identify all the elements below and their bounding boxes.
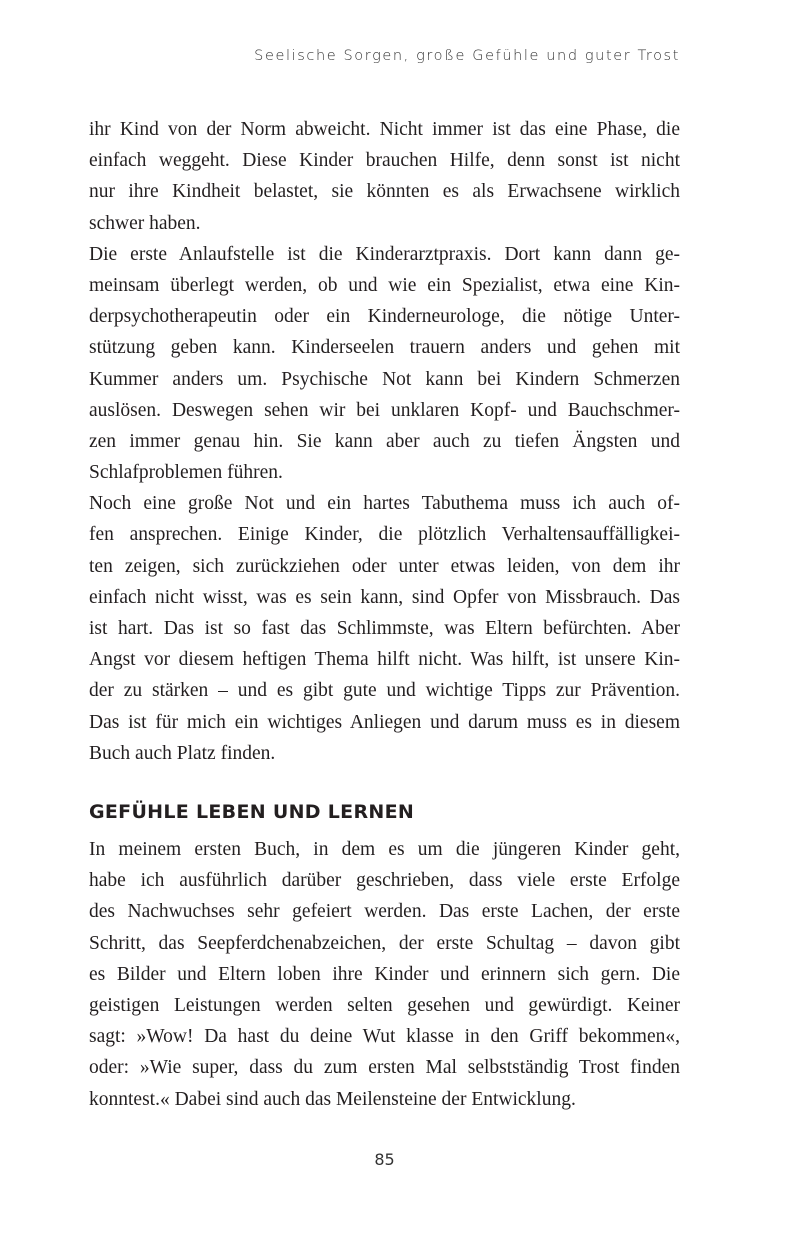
text-line: Noch eine große Not und ein hartes Tabuthema muss ich auch of-: [89, 493, 680, 515]
text-line: schwer haben.: [89, 212, 201, 234]
text-line: es Bilder und Eltern loben ihre Kinder und erinnern sich gern. Die: [89, 963, 680, 985]
text-line: ten zeigen, sich zurückziehen oder unter etwas leiden, von dem ihr: [89, 555, 680, 577]
text-line: ist hart. Das ist so fast das Schlimmste, was Eltern befürchten. Aber: [89, 618, 680, 639]
text-line: des Nachwuchses sehr gefeiert werden. Das erste Lachen, der erste: [89, 901, 680, 923]
paragraph: [89, 114, 680, 239]
text-line: meinsam überlegt werden, ob und wie ein Spezialist, etwa eine Kin-: [89, 274, 680, 296]
text-line: sagt: »Wow! Da hast du deine Wut klasse in den Griff bekommen«,: [89, 1026, 680, 1048]
paragraph: [89, 239, 680, 489]
body-text-section-1: [89, 114, 680, 769]
text-line: konntest.« Dabei sind auch das Meilensteine der Entwicklung.: [89, 1088, 576, 1110]
text-line: der zu stärken – und es gibt gute und wichtige Tipps zur Prävention.: [89, 680, 680, 702]
text-line: habe ich ausführlich darüber geschrieben, dass viele erste Erfolge: [89, 870, 680, 892]
section-heading: GEFÜHLE LEBEN UND LERNEN: [89, 801, 415, 823]
paragraph: [89, 834, 680, 1115]
text-line: ihr Kind von der Norm abweicht. Nicht immer ist das eine Phase, die: [89, 119, 680, 140]
text-line: geistigen Leistungen werden selten gesehen und gewürdigt. Keiner: [89, 994, 680, 1016]
page-number: 85: [374, 1150, 395, 1169]
text-line: Das ist für mich ein wichtiges Anliegen und darum muss es in diesem: [89, 711, 680, 733]
text-line: auslösen. Deswegen sehen wir bei unklaren Kopf- und Bauchschmer-: [89, 399, 680, 421]
text-line: oder: »Wie super, dass du zum ersten Mal selbstständig Trost finden: [89, 1057, 680, 1079]
text-line: Die erste Anlaufstelle ist die Kinderarztpraxis. Dort kann dann ge-: [89, 243, 680, 265]
text-line: zen immer genau hin. Sie kann aber auch zu tiefen Ängsten und: [89, 430, 680, 452]
text-line: Schlafproblemen führen.: [89, 462, 283, 484]
text-line: derpsychotherapeutin oder ein Kinderneurologe, die nötige Unter-: [89, 306, 680, 328]
text-line: Buch auch Platz finden.: [89, 742, 276, 764]
running-head: Seelische Sorgen, große Gefühle und guter Trost: [254, 48, 680, 64]
text-line: einfach nicht wisst, was es sein kann, sind Opfer von Missbrauch. Das: [89, 586, 680, 608]
text-line: In meinem ersten Buch, in dem es um die jüngeren Kinder geht,: [89, 839, 680, 860]
paragraph: [89, 488, 680, 769]
text-line: stützung geben kann. Kinderseelen trauern anders und gehen mit: [89, 337, 680, 359]
text-line: Angst vor diesem heftigen Thema hilft nicht. Was hilft, ist unsere Kin-: [89, 649, 680, 671]
text-line: Kummer anders um. Psychische Not kann bei Kindern Schmerzen: [89, 368, 680, 390]
body-text-section-2: [89, 834, 680, 1115]
text-line: nur ihre Kindheit belastet, sie könnten es als Erwachsene wirklich: [89, 181, 680, 203]
text-line: Schritt, das Seepferdchenabzeichen, der erste Schultag – davon gibt: [89, 932, 680, 954]
text-line: fen ansprechen. Einige Kinder, die plötzlich Verhaltensauffälligkei-: [89, 524, 680, 546]
text-line: einfach weggeht. Diese Kinder brauchen Hilfe, denn sonst ist nicht: [89, 150, 680, 172]
